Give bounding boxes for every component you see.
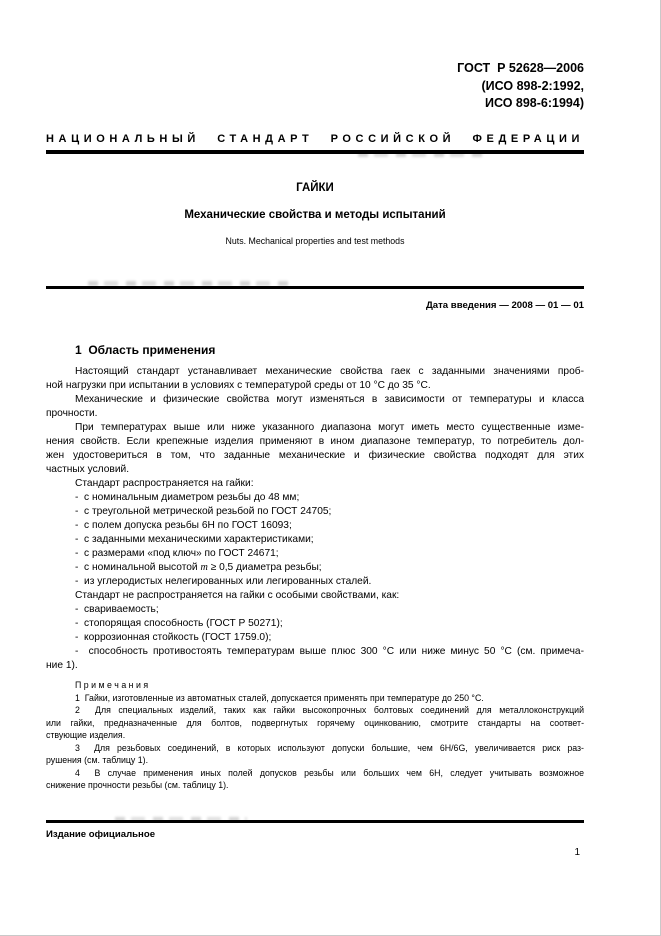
page-title: ГАЙКИ: [296, 182, 334, 194]
text-line: - с номинальным диаметром резьбы до 48 мм;: [75, 492, 300, 503]
text-line: частных условий.: [46, 464, 130, 475]
text-line: - из углеродистых нелегированных или легированных сталей.: [75, 576, 372, 587]
text-line: - с полем допуска резьбы 6Н по ГОСТ 16093;: [75, 520, 292, 531]
title-rule: [46, 286, 584, 289]
text-line: снижение прочности резьбы (см. таблицу 1).: [46, 780, 229, 791]
text-line: При температурах выше или ниже указанного диапазона могут иметь место существенные изме-: [75, 422, 584, 433]
text-line: ние 1).: [46, 660, 78, 671]
doc-header: [46, 60, 584, 113]
text-line: - способность противостоять температурам выше плюс 300 °С или ниже минус 50 °С (см. примеча-: [75, 646, 584, 657]
edition-label: Издание официальное: [46, 829, 156, 840]
text-line: 4 В случае применения иных полей допусков резьбы или больших чем 6Н, следует учитывать возможное: [75, 767, 584, 778]
text-line: - стопорящая способность (ГОСТ Р 50271);: [75, 618, 283, 629]
body-paragraphs: [46, 365, 584, 673]
doc-number: ГОСТ Р 52628—2006: [457, 61, 584, 75]
banner-rule: [46, 150, 584, 154]
effective-date: Дата введения — 2008 — 01 — 01: [425, 300, 584, 311]
scan-artifact: [358, 152, 486, 157]
text-line: - коррозионная стойкость (ГОСТ 1759.0);: [75, 632, 272, 643]
text-line: - с размерами «под ключ» по ГОСТ 24671;: [75, 548, 279, 559]
text-line: - с заданными механическими характеристиками;: [75, 534, 314, 545]
footer-rule: [46, 820, 584, 823]
text-line: или гайки, предназначенные для болтов, подвергнутых горячему оцинкованию, смотрите стандарты на соответ-: [46, 717, 584, 728]
notes-items: [46, 692, 584, 792]
text-line: ствующие изделия.: [46, 730, 126, 741]
text-line: Стандарт не распространяется на гайки с особыми свойствами, как:: [75, 590, 400, 601]
text-line: 1 Гайки, изготовленные из автоматных сталей, допускается применять при температуре до 250 °С.: [75, 692, 484, 703]
text-line: Механические и физические свойства могут изменяться в зависимости от температуры и класса: [75, 394, 584, 405]
text-line: - свариваемость;: [75, 604, 159, 615]
text-line: ной нагрузки при испытании в условиях с температурой среды от 10 °С до 35 °С.: [46, 380, 431, 391]
iso-reference-line1: (ИСО 898-2:1992,: [481, 78, 584, 93]
text-line: Настоящий стандарт устанавливает механические свойства гаек с заданными значениями проб-: [75, 366, 584, 377]
national-standard-banner: НАЦИОНАЛЬНЫЙ СТАНДАРТ РОССИЙСКОЙ ФЕДЕРАЦИИ: [46, 133, 584, 145]
text-line: - с номинальной высотой m ≥ 0,5 диаметра резьбы;: [75, 562, 322, 573]
subtitle-en: Nuts. Mechanical properties and test methods: [225, 236, 405, 246]
notes-block: [46, 679, 584, 792]
text-line: рушения (см. таблицу 1).: [46, 755, 149, 766]
subtitle-ru: Механические свойства и методы испытаний: [184, 209, 446, 221]
text-line: - с треугольной метрической резьбой по ГОСТ 24705;: [75, 506, 332, 517]
iso-reference-line2: ИСО 898-6:1994): [485, 96, 584, 110]
text-line: прочности.: [46, 408, 98, 419]
text-line: 2 Для специальных изделий, таких как гайки высокопрочных болтовых соединений для металлоконструкций: [75, 705, 584, 716]
page-number: 1: [574, 847, 580, 858]
notes-heading: П р и м е ч а н и я: [75, 680, 149, 690]
text-line: нения свойств. Если крепежные изделия применяют в ином диапазоне температур, то потребитель дол-: [46, 436, 584, 447]
text-line: жен удостовериться в том, что заданные механические и физические свойства подходят для этих: [46, 450, 584, 461]
text-line: 3 Для резьбовых соединений, в которых используют допуски большие, чем 6H/6G, увеличивается риск раз-: [75, 742, 584, 753]
section-heading: 1 Область применения: [75, 343, 216, 357]
text-line: Стандарт распространяется на гайки:: [75, 478, 254, 489]
